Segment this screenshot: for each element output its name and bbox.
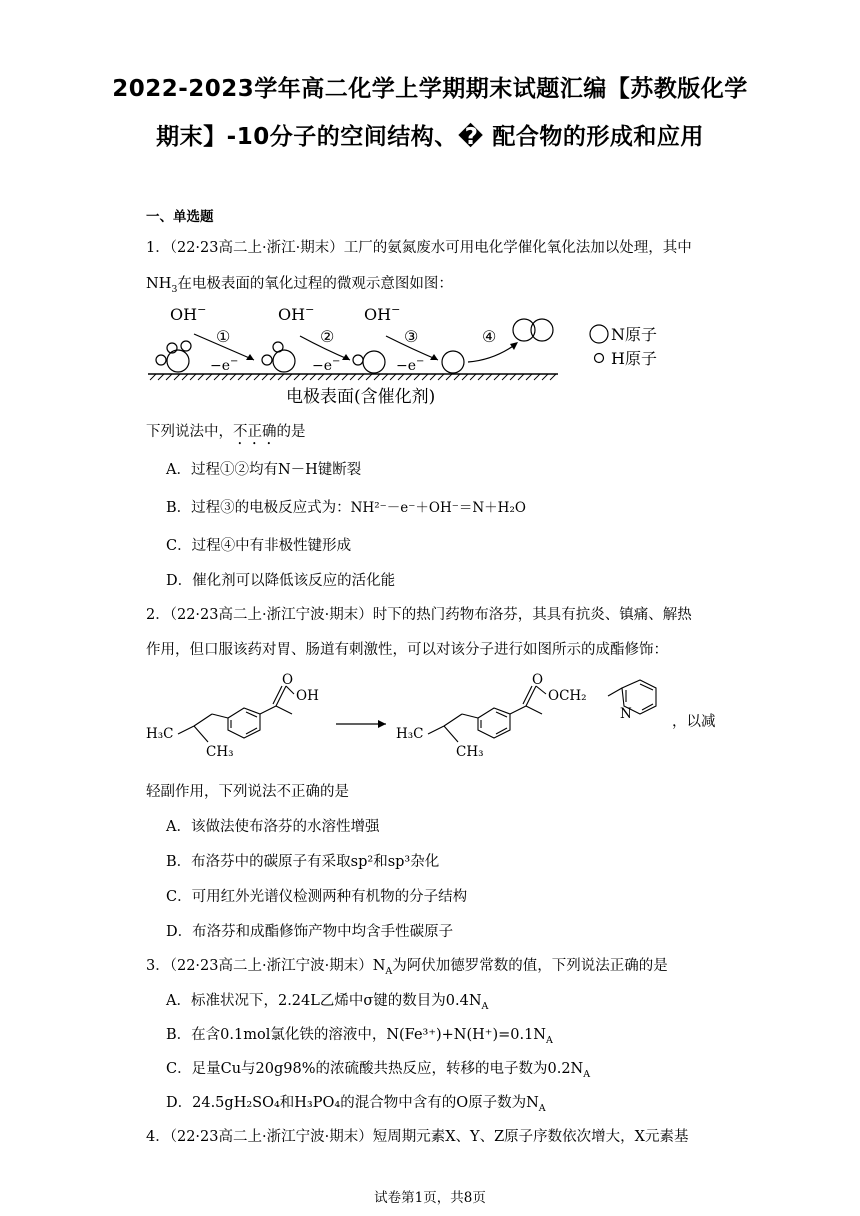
svg-text:OH−: OH− [278,303,315,324]
legend-h-atom: H原子 [611,349,657,368]
oh-label-1: OH [170,305,198,324]
q2-line2: 作用，但口服该药对胃、肠道有刺激性，可以对该分子进行如图所示的成酯修饰： [146,642,668,658]
q2-option-d: D．布洛芬和成酯修饰产物中均含手性碳原子 [166,924,454,940]
minus-e-label-1: −e [210,358,231,374]
q4-line1: 4．（22·23高二上·浙江宁波·期末）短周期元素X、Y、Z原子序数依次增大，X元素基 [146,1129,689,1145]
legend-n-atom: N原子 [611,325,658,344]
minus-e-label-3: −e [396,358,417,374]
q3-line1: 3．（22·23高二上·浙江宁波·期末）$N_A$为阿伏加德罗常数的值，下列说法正确的是 [146,958,668,977]
oh-label-3: OH [364,305,392,324]
q1-line1: 1．（22·23高二上·浙江·期末）工厂的氨氮废水可用电化学催化氧化法加以处理，其中 [146,240,692,256]
q1-option-a: A．过程①②均有N－H键断裂 [166,462,362,478]
q1-prompt: 下列说法中，不正确的是 [146,424,306,440]
step-4-label: ④ [482,327,497,346]
page-title-line2: 期末】-10分子的空间结构、� 配合物的形成和应用 [156,124,704,150]
left-h3c-label: H₃C [146,726,174,742]
q1-option-c: C．过程④中有非极性键形成 [166,538,352,554]
q2-ibuprofen-esterification-figure [146,662,686,774]
left-oh-label: OH [296,688,319,704]
q3-option-d: D．24.5gH₂SO₄和H₃PO₄的混合物中含有的O原子数为$N_A$ [166,1095,546,1114]
svg-text:−e−: −e− [210,356,239,374]
step-2-label: ② [320,327,335,346]
q3-option-a: A．标准状况下，2.24L乙烯中σ键的数目为$0.4N_A$ [166,993,489,1012]
right-ch3-label: CH₃ [456,744,484,760]
step-1-label: ① [216,327,231,346]
right-h3c-label: H₃C [396,726,424,742]
svg-text:OH−: OH− [170,303,207,324]
q1-electrode-diagram [146,298,706,413]
svg-text:−e−: −e− [396,356,425,374]
oh-label-2: OH [278,305,306,324]
minus-e-label-2: −e [312,358,333,374]
left-ch3-label: CH₃ [206,744,234,760]
svg-text:OH−: OH− [364,303,401,324]
q2-figure-tail: ，以减 [672,714,716,730]
ester-och2-label: OCH₂ [548,688,587,704]
q1-line2: $NH_3$在电极表面的氧化过程的微观示意图如图： [146,276,453,295]
step-3-label: ③ [404,327,419,346]
q1-option-b: B．过程③的电极反应式为：NH²⁻－e⁻＋OH⁻＝N＋H₂O [166,500,526,516]
page-footer: 试卷第1页，共8页 [374,1190,486,1206]
q2-option-b: B．布洛芬中的碳原子有采取sp²和sp³杂化 [166,854,440,870]
section-heading: 一、单选题 [146,209,214,225]
q2-option-a: A．该做法使布洛芬的水溶性增强 [166,819,380,835]
q2-line3: 轻副作用，下列说法不正确的是 [146,784,349,800]
pyridine-n-label: N [620,706,632,722]
left-carbonyl-o-label: O [282,672,294,688]
q1-option-d: D．催化剂可以降低该反应的活化能 [166,573,396,589]
q3-option-b: B．在含0.1mol氯化铁的溶液中，$N(Fe^{3+})+N(H^+)=0.1N_A$ [166,1027,553,1046]
electrode-caption: 电极表面(含催化剂) [286,387,436,407]
svg-text:−e−: −e− [312,356,341,374]
q2-line1: 2．（22·23高二上·浙江宁波·期末）时下的热门药物布洛芬，其具有抗炎、镇痛、解热 [146,607,692,623]
q3-option-c: C．足量Cu与20g98%的浓硫酸共热反应，转移的电子数为$0.2N_A$ [166,1061,591,1080]
right-carbonyl-o-label: O [532,672,544,688]
q2-option-c: C．可用红外光谱仪检测两种有机物的分子结构 [166,889,468,905]
page-title-line1: 2022-2023学年高二化学上学期期末试题汇编【苏教版化学 [112,76,748,102]
